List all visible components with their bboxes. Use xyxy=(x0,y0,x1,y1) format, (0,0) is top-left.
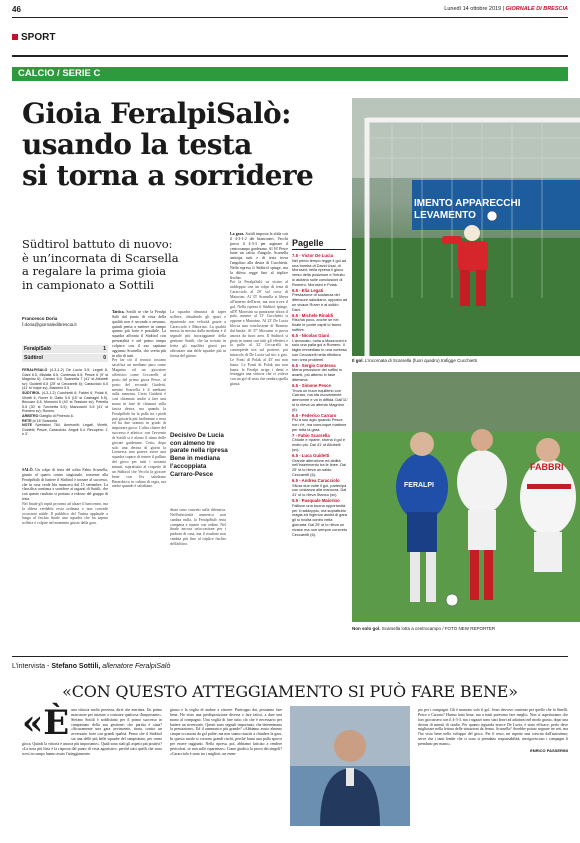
pagelle-rule xyxy=(292,249,346,250)
interview-label-line: L’intervista - Stefano Sottili, allenatore FeralpiSalò xyxy=(12,663,171,670)
rating-name: 7.5 - Victor De Lucia xyxy=(292,253,333,258)
interview-text: pio per i compagni. Gli è mancato solo il gol. Sono davvero contento per quello che fa Sinelli. Pesce e Carraro? Hanno fatto bene, ma a tratti potevano fare meglio. Non ci aspettavamo che loro giocassero con il 4-3-3, ma i ragazzi sono stati bravi ad adattarsi nel modo giusto, dopo una decina di minuti di studio. Per quanto riguarda invece De Lucia, è stato efficace, perlo deve migliorare nella lettura delle situazioni da fermo. Scarsella? Avrebbe potuto segnare tre reti, ma l'ho visto bene nello sviluppo del gioco. Per il resto, mi aspetto una crescita dall'autostima; serve che i tanti leader che ci sono si prendano responsabilità, rinvigoriscono i compagni li prendano per mano». xyxy=(418,708,568,746)
sheet-lead: ARBITRO xyxy=(22,413,39,418)
banner-line: IMENTO APPARECCHI xyxy=(414,198,521,209)
score-row xyxy=(22,345,108,353)
pull-quote: Decisivo De Lucia con almeno tre parate nella ripresa Bene in mediana l’accoppiata Carraro-Pesce xyxy=(170,432,228,478)
caption-text: L'incornata di Scarsella (fuori quadro) trafigge Cucchietti xyxy=(365,358,477,363)
pagelle-list xyxy=(292,254,348,538)
rating-name: 6.5 - Michele Rinaldi xyxy=(292,312,334,318)
rating-item xyxy=(292,479,348,498)
rating-name: 6.5 - Simone Pesce xyxy=(292,382,331,388)
rating-text: Sfiora due volte il gol, partecipa con costanza alla manovra. Dal 41' st lo rileva Stanco (sv). xyxy=(292,482,347,498)
headline xyxy=(22,98,342,191)
column-filler-text: La squadra dimostra di saper soffrire, chiudendo gli spazi e ripartendo con velocità grazie a Caracciolo e Maiorino. La qualità messa in mostra dalla mediana è il segnale più incoraggiante della gestione Sottili, che ha trovato in fretta gli equilibri giusti per affrontare una delle squadre più in forma del girone. xyxy=(170,310,226,358)
goal-photo-caption xyxy=(352,358,580,364)
coach-photo-art xyxy=(290,706,410,826)
section-rule xyxy=(12,55,568,57)
rating-item xyxy=(292,414,348,433)
sheet-lead: NOTE xyxy=(22,423,32,428)
rating-name: 6.5 - Elia Legati xyxy=(292,287,324,293)
column-lead: SALÒ. xyxy=(22,468,34,472)
rating-name: 6.5 - Sergio Contessa xyxy=(292,362,336,368)
headline-line: si torna a sorridere xyxy=(22,159,314,192)
score-row xyxy=(22,354,108,362)
column-text: Sottili se che la Feralpi Salò dal punto di vista della qualità non è seconda a nessuno, quindi pensa a mettere in campo quanto più forte è possibile. La squadra affronta il Südtirol con personalità e nel primo tempo colpisce con il suo capitano aggiunto Scarsella, che svetta più in alto di tutti. xyxy=(112,310,166,358)
caption-text: Scarsella lotta a centrocampo xyxy=(381,626,442,631)
interview-column-1 xyxy=(22,703,162,756)
interview-rule xyxy=(12,656,568,657)
midfield-photo-caption xyxy=(352,626,580,632)
rating-item xyxy=(292,254,348,288)
rating-item xyxy=(292,499,348,537)
sheet-text: pt 16' Scarsella. xyxy=(32,418,59,423)
photo-credit: / FOTO NEW REPORTER xyxy=(442,626,496,631)
match-sheet xyxy=(22,368,108,437)
caption-lead: Non solo gol. xyxy=(352,626,381,631)
sheet-text: (4-3-1-2) De Lucia 5.5; Legati 6, Giani 6.5, Mislalia 6.5, Contessa 6.5; Pesce 6 (9' st Magnino 6), Carraro 6.5, Scarsella 7 (41' st Altobelli sv); Guidetti 6.5 (25' st Ceccarelli 6); Caracciolo 6.5 (41' st Volpe sv), Maiorino 5.5 xyxy=(22,368,108,391)
column-filler-text: diani sono costretti sulla difensiva. Nell'inferiorità numerica non cambia nulla, la FeralpiSalò resta compatta e riparte con ordine. Nel finale ancora un'occasione per i padroni di casa, ma il risultato non cambia più fino al triplice fischio dell'arbitro. xyxy=(170,508,226,546)
issue-date: Lunedì 14 ottobre 2019 xyxy=(444,6,502,12)
interview-headline: «CON QUESTO ATTEGGIAMENTO SI PUÒ FARE BENE» xyxy=(62,682,518,701)
jersey-label: FABBRI xyxy=(530,462,564,472)
sheet-text: (4-3-1-2) Cucchietti 6; Fabbri 6, Polak 6, Vinetti 6, Rover 6; Gatto 5.5 (15' st Casiraghi 5.5), Beccaro 6.5, Morosini 6 (40' st Tessiore sv); Petrella 5.5 (30' st Turchetta 5.5); Mazzocchi 5.5 (41' st Romero sv); Rovero. xyxy=(22,390,108,414)
interview-column-2: giusto e la voglia di andare a vincere. Purtroppo dai, possiamo fare bene. Ho visto una predisposizione diversa e fare fatica, a dare una mano al compagno. Una voglia di fare tutto ciò che è necessario per battere un avversario. Questi sono segnali importanti, che determinano la prestazione». Ed il rammarico più grande? «Abbiamo avuto almeno cinque occasioni da gol pulite, ma non siamo riusciti a chiudere la gara. In questo modo si corrono grandi rischi, perché basta una palla sporca per essere raggiunti. Nella ripresa, poi, abbiamo faticato a rendere pericolosi, se non sulle ripartenze». Come giudica la prova dei singoli? «Caracciolo è stato tra i migliori, un esem- xyxy=(170,708,282,756)
article-column-2c xyxy=(170,508,226,626)
newspaper-name: GIORNALE DI BRESCIA xyxy=(505,6,568,12)
rating-item xyxy=(292,334,348,363)
interviewee-name: Stefano Sottili, xyxy=(51,663,101,670)
goal-photo-art xyxy=(352,98,580,356)
drop-cap: «È xyxy=(22,703,70,743)
rating-name: 5.5 - Pasquale Maiorino xyxy=(292,498,340,504)
header-rule xyxy=(12,17,568,18)
article-column-1 xyxy=(22,468,108,526)
article-column-3 xyxy=(230,232,288,387)
banner-text xyxy=(414,198,521,222)
headline-line: usando la testa xyxy=(22,128,252,161)
interviewee-role: allenatore FeralpiSalò xyxy=(102,663,171,670)
rating-text: Chiude e riparte, sforna il gol e molto più. Dal 41' st Altobelli (sv). xyxy=(292,437,345,453)
interview-text: una vittoria molto preziosa, direi che meritata. Un primo marcatore per iniziare a costruire qualcosa d'importante». Stefano Sottili è soddisfatto per il primo successo in campionato della sua gestione: che partita è stata? «Sicuramente una gara avvincente, tirata, contro un avversario forte con grandi qualità. Penso che il Südtirol sia una delle più belle squadre del campionato, per come gioca. Quindi la vittoria è ancora più importante». Quali sono stati gli aspetti più positivi? «La nota più lieta è la risposta dal punto di vista agonistico, perché tutti quelli che sono scesi in campo hanno avuto l'atteggiamento xyxy=(22,708,162,756)
author-name: Francesco Doria xyxy=(22,316,58,321)
rating-item xyxy=(292,454,348,478)
rating-name: 6.5 - Nicolas Giani xyxy=(292,332,330,338)
headline-line: Gioia FeralpiSalò: xyxy=(22,97,291,130)
column-filler-text: Per far ciò il tecnico toscano sacrifica un mediano puro come Magnino ed un giocatore offensivo come Ceccarelli: al posto del primo gioca Pesce, al posto del secondo Guidetti, mentre Scarsella è il mediano sulla mancina. Certo Guidetti è così chiamato anche a fare una mano in fase di chiusura sulla fascia destra, ma quando la FeralpiSalò ha la palla tra i piedi può giocarla più facilmente a terra ed ha due uomini in grado di impostare gioco. L'altra chiave del successo è atletica: con l'avvento di Sottili si è alzato il ritmo delle giocate gardesane. Certo, dopo solo una decina di giorni la Leonessa non poteva avere una squadra capace di tenere il pallino del gioco per tutti i novanta minuti, soprattutto al cospetto di un Südtirol che Vecchi fa giocare bene con l'ex salodiano Berardocco in cabina di regia, ma anche quando è salodiano. xyxy=(112,358,166,489)
rating-text: Mena precisione del soffisi in avanti, più attento in fase difensiva. xyxy=(292,367,342,382)
column-lead: La gara. xyxy=(230,232,245,236)
pagelle-title: Pagelle xyxy=(292,238,324,248)
column-lead: Tattica. xyxy=(112,310,125,314)
team-score: 0 xyxy=(103,355,106,361)
signature: ENRICO PASSERINI xyxy=(530,747,568,753)
rating-name: 7 - Fabio Scarsella xyxy=(292,432,330,438)
goal-photo xyxy=(352,98,580,356)
page-number: 46 xyxy=(12,5,21,14)
rating-text: Nel primo tempo regge il gol ad una bomba di David Usai, di Morosini; nella ripresa il gioco verso della posizione e l'intuito lo aiutano sulle conclusioni di Romero, Morosini e Polak. xyxy=(292,257,347,287)
interview-label: L’intervista xyxy=(12,663,46,670)
issue-date-line: Lunedì 14 ottobre 2019 | GIORNALE DI BRESCIA xyxy=(444,6,568,12)
rating-name: 6.5 - Federico Carraro xyxy=(292,412,337,418)
column-filler-text: Nel finale gli ospiti provano ad alzare il baricentro, ma la difesa verdeblu resta ordinata e non concede occasioni nitide. Il pubblico del Turina applaude a lungo al fischio finale una squadra che ha saputo soffrire e colpire nel momento giusto della gara. xyxy=(22,501,108,526)
rating-name: 6.5 - Andrea Caracciolo xyxy=(292,477,340,483)
sheet-lead: RETE xyxy=(22,418,32,423)
subheadline-line: è un’incornata di Scarsella xyxy=(22,250,179,265)
page-header xyxy=(12,5,568,15)
rating-item xyxy=(292,289,348,313)
caption-lead: Il gol. xyxy=(352,358,364,363)
rating-item xyxy=(292,384,348,413)
rating-item xyxy=(292,364,348,383)
author-email: f.doria@giornaledibrescia.it xyxy=(22,322,77,327)
subheadline-line: a regalare la prima gioia xyxy=(22,264,167,278)
rating-text: Grande attenzione ed abilità nell'inserimento tra le linee. Dal 25' st lo rileva un saldo Ceccarelli (6). xyxy=(292,457,346,478)
article-column-2 xyxy=(112,310,166,489)
midfield-photo-art xyxy=(352,372,580,622)
rating-item xyxy=(292,314,348,333)
rating-name: 6.5 - Luca Guidetti xyxy=(292,452,330,458)
column-text: Sottili imposta la sfida con il 4-3-1-2 dei bianconeri, Vecchi prova il 4-3-3 per arginare il centrocampo gardesano. Al 16' Pesce batte un calcio d'angolo, Scarsella anticipa tutti e di testa trova l'angolino alla destra di Cucchietti. Nella ripresa il Südtirol spinge, ma la difesa regge fino al triplice fischio. xyxy=(230,232,288,280)
subheadline xyxy=(22,238,200,292)
byline xyxy=(22,316,102,328)
subheadline-line: in campionato a Sottili xyxy=(22,277,154,292)
rating-text: L'avvocato, nulla a Mazzocchi e solo una palla gol a Romero. Il taglio immediato in una contesa con Ceccarelli nella rifinitura non crea problemi. xyxy=(292,337,347,362)
sheet-lead: SÜDTIROL xyxy=(22,390,41,395)
category-bar xyxy=(12,67,568,81)
sheet-text: Gariglio di Pinerolo 6. xyxy=(39,413,74,418)
rating-text: Trova un buon equilibrio con Carraro, ma sfa nuovamente ammonire e va in diffida. Dall'11' st lo rileva un attento Magnino (6). xyxy=(292,387,348,412)
scoreboard xyxy=(22,345,108,363)
team-name: Südtirol xyxy=(24,355,43,361)
interview-column-3 xyxy=(418,708,568,754)
sheet-text: Spettatori 764. Ammoniti: Legati, Vinetti, Guidetti, Pesce, Caracciolo. Angoli 5-4. Recupero: 1' e 3'. xyxy=(22,423,109,437)
rating-item xyxy=(292,434,348,453)
team-name: FeralpiSalò xyxy=(24,346,51,352)
midfield-photo xyxy=(352,372,580,622)
section-label: SPORT xyxy=(12,32,55,43)
team-score: 1 xyxy=(103,346,106,352)
column-filler-text: Poi la FeralpiSalò va vicino al raddoppio con un colpo di testa di Caracciolo al 20' sul cross di Maiorino. Al 35' Scarsella si libera all'interno dell'area, ma non trova il gol. Nella ripresa il Südtirol spinge, all'8' Morosini su punizione sfiora il palo, mentre al 15' Cucchietti si oppone a Maiorino. Al 23' De Lucia blocca una conclusione di Romero dal limite. Al 37' Morosini ci prova ancora da fuori area. Il Südtirol si getta in avanti con tutti gli effettivi e la palla al 32' Ceccarelli in contropiede tira sul portiere, poi miracolo di De Lucia sul tiro a giro. Le Fonti di Polak al 45' ma non basta. Le Fonti di Polak ma non basta: la Feralpi strige i denti e festeggia una vittoria che ci voleva con un gol di testa che sembra quella giusta. xyxy=(230,280,288,387)
jersey-label: FERALPI xyxy=(404,482,434,489)
category-label: CALCIO / SERIE C xyxy=(18,68,101,79)
article-column-2b xyxy=(170,310,226,430)
rating-text: Più a suo agio quando Pesce non c'è, ma comunque mattone per tutta la gara. xyxy=(292,417,347,432)
subheadline-line: Südtirol battuto di nuovo: xyxy=(22,237,173,251)
rating-text: Prestazione di sostanza del difensore salodiano, opposto ad un vivace Rover e al solido Davi. xyxy=(292,292,348,312)
rating-text: Rischia poco, anche se nel finale le ponte ospiti lo fanno soffrire. xyxy=(292,317,342,332)
column-text: Un colpo di testa del solito Fabio Scarsella, giunto al quarto centro stagionale, consente alla FeralpiSalò di battere il Südtirol e tornare al successo, che in casa verde blu mancava dal 15 settembre. La classifica continua a sorridere ai ragazzi di Sottili, che con questo risultato si portano a ridosso del gruppo di testa. xyxy=(22,468,108,502)
coach-photo xyxy=(290,706,410,826)
sheet-lead: FERALPISALÒ xyxy=(22,368,48,372)
banner-line: LEVAMENTO xyxy=(414,210,476,221)
rating-text: Fallisce una buona opportunità per il raddoppio, ma soprattutto magia ed ingenuo assist di gara gli si rivolta contro nella giornata. Dal 25' st lo rileva un vivace ma non sempre concreto Ceccarelli (6). xyxy=(292,502,348,537)
